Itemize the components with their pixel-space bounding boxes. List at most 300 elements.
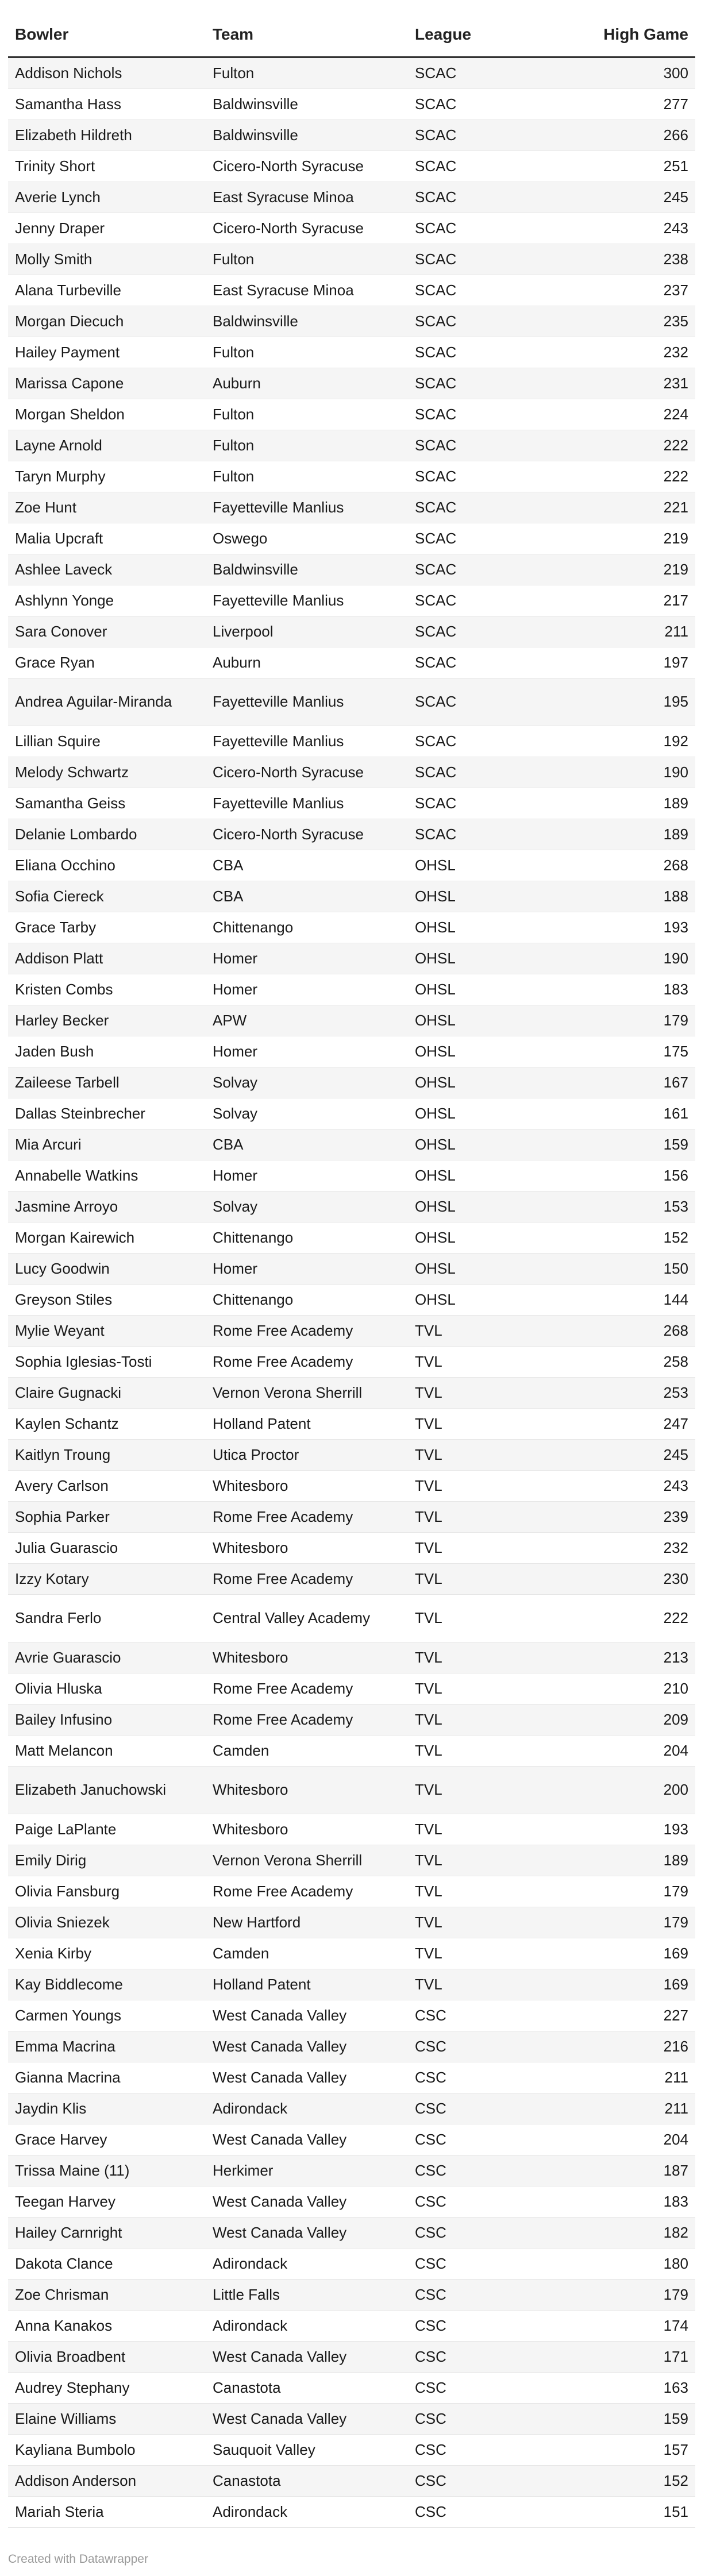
bowler-cell: Mariah Steria <box>8 2497 206 2528</box>
bowler-cell: Julia Guarascio <box>8 1533 206 1564</box>
team-cell: Fayetteville Manlius <box>206 788 408 819</box>
bowler-cell: Elizabeth Hildreth <box>8 120 206 151</box>
league-cell: TVL <box>408 1969 580 2000</box>
table-row <box>8 678 695 726</box>
high-game-cell: 300 <box>580 57 695 89</box>
high-game-cell: 247 <box>580 1409 695 1440</box>
table-row <box>8 151 695 182</box>
team-cell: Camden <box>206 1938 408 1969</box>
league-cell: OHSL <box>408 943 580 974</box>
league-cell: SCAC <box>408 819 580 850</box>
high-game-cell: 169 <box>580 1969 695 2000</box>
bowler-cell: Hailey Payment <box>8 337 206 368</box>
high-game-cell: 157 <box>580 2435 695 2466</box>
league-cell: CSC <box>408 2466 580 2497</box>
bowler-cell: Morgan Diecuch <box>8 306 206 337</box>
bowler-cell: Kay Biddlecome <box>8 1969 206 2000</box>
table-row <box>8 2124 695 2155</box>
league-cell: TVL <box>408 1347 580 1378</box>
league-cell: CSC <box>408 2373 580 2404</box>
high-game-cell: 189 <box>580 788 695 819</box>
league-cell: OHSL <box>408 974 580 1005</box>
bowler-cell: Addison Nichols <box>8 57 206 89</box>
bowler-cell: Sara Conover <box>8 616 206 647</box>
team-cell: Auburn <box>206 368 408 399</box>
bowler-cell: Morgan Sheldon <box>8 399 206 430</box>
bowler-cell: Harley Becker <box>8 1005 206 1036</box>
high-game-cell: 268 <box>580 1316 695 1347</box>
bowler-cell: Zoe Chrisman <box>8 2280 206 2311</box>
table-row <box>8 616 695 647</box>
high-game-cell: 189 <box>580 819 695 850</box>
league-cell: CSC <box>408 2435 580 2466</box>
league-cell: SCAC <box>408 120 580 151</box>
table-row <box>8 399 695 430</box>
league-cell: SCAC <box>408 616 580 647</box>
team-cell: Whitesboro <box>206 1642 408 1673</box>
team-cell: Cicero-North Syracuse <box>206 213 408 244</box>
high-game-cell: 243 <box>580 1471 695 1502</box>
team-cell: Homer <box>206 943 408 974</box>
bowler-cell: Greyson Stiles <box>8 1285 206 1316</box>
high-game-cell: 222 <box>580 430 695 461</box>
table-row <box>8 554 695 585</box>
table-row <box>8 726 695 757</box>
bowler-cell: Hailey Carnright <box>8 2218 206 2249</box>
bowler-cell: Xenia Kirby <box>8 1938 206 1969</box>
team-cell: West Canada Valley <box>206 2404 408 2435</box>
table-row <box>8 89 695 120</box>
league-cell: OHSL <box>408 1036 580 1067</box>
bowler-cell: Alana Turbeville <box>8 275 206 306</box>
table-row <box>8 1316 695 1347</box>
table-row <box>8 585 695 616</box>
high-game-cell: 258 <box>580 1347 695 1378</box>
league-cell: TVL <box>408 1440 580 1471</box>
team-cell: CBA <box>206 1129 408 1160</box>
bowler-cell: Ashlee Laveck <box>8 554 206 585</box>
league-cell: SCAC <box>408 151 580 182</box>
bowler-cell: Olivia Hluska <box>8 1673 206 1705</box>
high-game-cell: 153 <box>580 1191 695 1223</box>
team-cell: Rome Free Academy <box>206 1502 408 1533</box>
bowler-cell: Zoe Hunt <box>8 492 206 523</box>
high-game-cell: 231 <box>580 368 695 399</box>
league-cell: CSC <box>408 2031 580 2062</box>
team-cell: Whitesboro <box>206 1471 408 1502</box>
team-cell: Oswego <box>206 523 408 554</box>
bowler-cell: Bailey Infusino <box>8 1705 206 1736</box>
bowler-cell: Emma Macrina <box>8 2031 206 2062</box>
team-cell: Canastota <box>206 2373 408 2404</box>
bowler-cell: Claire Gugnacki <box>8 1378 206 1409</box>
league-cell: SCAC <box>408 492 580 523</box>
team-cell: Canastota <box>206 2466 408 2497</box>
table-row <box>8 2373 695 2404</box>
bowler-cell: Lillian Squire <box>8 726 206 757</box>
bowler-cell: Matt Melancon <box>8 1736 206 1767</box>
team-cell: West Canada Valley <box>206 2031 408 2062</box>
league-cell: SCAC <box>408 461 580 492</box>
bowler-cell: Carmen Youngs <box>8 2000 206 2031</box>
table-row <box>8 1098 695 1129</box>
table-row <box>8 1067 695 1098</box>
team-cell: APW <box>206 1005 408 1036</box>
high-game-cell: 266 <box>580 120 695 151</box>
high-game-cell: 245 <box>580 1440 695 1471</box>
team-cell: Homer <box>206 974 408 1005</box>
league-cell: TVL <box>408 1502 580 1533</box>
team-cell: Fulton <box>206 337 408 368</box>
high-game-cell: 193 <box>580 1814 695 1845</box>
high-game-cell: 163 <box>580 2373 695 2404</box>
table-row <box>8 1705 695 1736</box>
high-game-cell: 204 <box>580 2124 695 2155</box>
table-row <box>8 2466 695 2497</box>
league-cell: TVL <box>408 1767 580 1814</box>
bowler-cell: Andrea Aguilar-Miranda <box>8 678 206 726</box>
bowler-cell: Molly Smith <box>8 244 206 275</box>
team-cell: Vernon Verona Sherrill <box>206 1378 408 1409</box>
bowler-cell: Lucy Goodwin <box>8 1254 206 1285</box>
bowler-cell: Teegan Harvey <box>8 2186 206 2218</box>
team-cell: Whitesboro <box>206 1533 408 1564</box>
table-row <box>8 461 695 492</box>
team-cell: Little Falls <box>206 2280 408 2311</box>
high-game-cell: 183 <box>580 2186 695 2218</box>
bowler-cell: Taryn Murphy <box>8 461 206 492</box>
high-game-cell: 237 <box>580 275 695 306</box>
high-game-cell: 159 <box>580 2404 695 2435</box>
high-game-cell: 211 <box>580 616 695 647</box>
bowler-cell: Grace Tarby <box>8 912 206 943</box>
table-row <box>8 2186 695 2218</box>
column-header-team[interactable]: Team <box>206 13 408 57</box>
bowler-cell: Averie Lynch <box>8 182 206 213</box>
team-cell: Camden <box>206 1736 408 1767</box>
table-row <box>8 1673 695 1705</box>
team-cell: Holland Patent <box>206 1409 408 1440</box>
league-cell: OHSL <box>408 1285 580 1316</box>
league-cell: SCAC <box>408 585 580 616</box>
high-game-cell: 277 <box>580 89 695 120</box>
table-row <box>8 1814 695 1845</box>
team-cell: Fayetteville Manlius <box>206 492 408 523</box>
bowler-cell: Gianna Macrina <box>8 2062 206 2093</box>
high-game-cell: 227 <box>580 2000 695 2031</box>
bowler-cell: Sofia Ciereck <box>8 881 206 912</box>
table-row <box>8 1938 695 1969</box>
league-cell: SCAC <box>408 678 580 726</box>
bowler-cell: Olivia Broadbent <box>8 2342 206 2373</box>
high-game-cell: 180 <box>580 2249 695 2280</box>
league-cell: CSC <box>408 2311 580 2342</box>
league-cell: SCAC <box>408 275 580 306</box>
high-game-cell: 216 <box>580 2031 695 2062</box>
high-game-cell: 232 <box>580 337 695 368</box>
high-game-cell: 193 <box>580 912 695 943</box>
high-game-cell: 251 <box>580 151 695 182</box>
table-row <box>8 244 695 275</box>
league-cell: SCAC <box>408 757 580 788</box>
team-cell: Baldwinsville <box>206 120 408 151</box>
team-cell: East Syracuse Minoa <box>206 275 408 306</box>
league-cell: SCAC <box>408 788 580 819</box>
league-cell: CSC <box>408 2497 580 2528</box>
table-row <box>8 1285 695 1316</box>
bowler-cell: Dallas Steinbrecher <box>8 1098 206 1129</box>
team-cell: New Hartford <box>206 1907 408 1938</box>
team-cell: Baldwinsville <box>206 554 408 585</box>
league-cell: OHSL <box>408 912 580 943</box>
league-cell: TVL <box>408 1907 580 1938</box>
high-game-cell: 187 <box>580 2155 695 2186</box>
high-game-cell: 179 <box>580 1876 695 1907</box>
team-cell: West Canada Valley <box>206 2062 408 2093</box>
high-game-cell: 245 <box>580 182 695 213</box>
table-header <box>8 13 695 57</box>
table-row <box>8 213 695 244</box>
high-game-cell: 243 <box>580 213 695 244</box>
high-game-cell: 210 <box>580 1673 695 1705</box>
team-cell: West Canada Valley <box>206 2342 408 2373</box>
league-cell: TVL <box>408 1564 580 1595</box>
high-game-cell: 224 <box>580 399 695 430</box>
bowler-cell: Ashlynn Yonge <box>8 585 206 616</box>
team-cell: Rome Free Academy <box>206 1564 408 1595</box>
bowler-cell: Delanie Lombardo <box>8 819 206 850</box>
team-cell: Adirondack <box>206 2311 408 2342</box>
high-game-cell: 230 <box>580 1564 695 1595</box>
bowler-cell: Layne Arnold <box>8 430 206 461</box>
bowler-cell: Jenny Draper <box>8 213 206 244</box>
bowler-cell: Trinity Short <box>8 151 206 182</box>
team-cell: Fulton <box>206 461 408 492</box>
league-cell: SCAC <box>408 554 580 585</box>
league-cell: CSC <box>408 2093 580 2124</box>
table-row <box>8 1036 695 1067</box>
high-game-cell: 268 <box>580 850 695 881</box>
column-header-league[interactable]: League <box>408 13 580 57</box>
table-row <box>8 1191 695 1223</box>
team-cell: Adirondack <box>206 2497 408 2528</box>
table-row <box>8 881 695 912</box>
team-cell: West Canada Valley <box>206 2124 408 2155</box>
column-header-bowler[interactable]: Bowler <box>8 13 206 57</box>
table-row <box>8 850 695 881</box>
bowler-cell: Grace Ryan <box>8 647 206 678</box>
team-cell: Homer <box>206 1160 408 1191</box>
team-cell: West Canada Valley <box>206 2218 408 2249</box>
high-game-cell: 150 <box>580 1254 695 1285</box>
bowler-cell: Avery Carlson <box>8 1471 206 1502</box>
high-game-cell: 144 <box>580 1285 695 1316</box>
bowler-cell: Sophia Parker <box>8 1502 206 1533</box>
bowler-cell: Morgan Kairewich <box>8 1223 206 1254</box>
league-cell: TVL <box>408 1595 580 1642</box>
table-row <box>8 1254 695 1285</box>
team-cell: Homer <box>206 1254 408 1285</box>
high-game-table <box>8 13 695 2528</box>
table-row <box>8 2280 695 2311</box>
table-row <box>8 2062 695 2093</box>
league-cell: CSC <box>408 2249 580 2280</box>
team-cell: Baldwinsville <box>206 306 408 337</box>
team-cell: Adirondack <box>206 2093 408 2124</box>
league-cell: SCAC <box>408 647 580 678</box>
bowler-cell: Olivia Sniezek <box>8 1907 206 1938</box>
team-cell: Fayetteville Manlius <box>206 726 408 757</box>
league-cell: SCAC <box>408 337 580 368</box>
high-game-cell: 152 <box>580 1223 695 1254</box>
league-cell: TVL <box>408 1845 580 1876</box>
team-cell: Homer <box>206 1036 408 1067</box>
table-row <box>8 2435 695 2466</box>
bowler-cell: Samantha Hass <box>8 89 206 120</box>
table-row <box>8 1223 695 1254</box>
team-cell: Adirondack <box>206 2249 408 2280</box>
team-cell: Fulton <box>206 244 408 275</box>
header-row <box>8 13 695 57</box>
league-cell: SCAC <box>408 89 580 120</box>
team-cell: Rome Free Academy <box>206 1876 408 1907</box>
league-cell: TVL <box>408 1533 580 1564</box>
team-cell: Baldwinsville <box>206 89 408 120</box>
bowler-cell: Mylie Weyant <box>8 1316 206 1347</box>
team-cell: Rome Free Academy <box>206 1705 408 1736</box>
bowler-cell: Addison Platt <box>8 943 206 974</box>
team-cell: CBA <box>206 850 408 881</box>
bowler-cell: Avrie Guarascio <box>8 1642 206 1673</box>
team-cell: Utica Proctor <box>206 1440 408 1471</box>
team-cell: Whitesboro <box>206 1767 408 1814</box>
table-row <box>8 1533 695 1564</box>
bowler-cell: Sophia Iglesias-Tosti <box>8 1347 206 1378</box>
team-cell: Solvay <box>206 1098 408 1129</box>
high-game-cell: 222 <box>580 1595 695 1642</box>
team-cell: Solvay <box>206 1067 408 1098</box>
table-row <box>8 2155 695 2186</box>
league-cell: SCAC <box>408 368 580 399</box>
bowler-cell: Addison Anderson <box>8 2466 206 2497</box>
team-cell: Chittenango <box>206 1285 408 1316</box>
table-row <box>8 1160 695 1191</box>
league-cell: TVL <box>408 1471 580 1502</box>
bowler-cell: Elaine Williams <box>8 2404 206 2435</box>
bowler-cell: Jaydin Klis <box>8 2093 206 2124</box>
table-row <box>8 1845 695 1876</box>
league-cell: TVL <box>408 1705 580 1736</box>
team-cell: Chittenango <box>206 1223 408 1254</box>
league-cell: OHSL <box>408 1067 580 1098</box>
table-row <box>8 306 695 337</box>
league-cell: SCAC <box>408 57 580 89</box>
bowler-cell: Kristen Combs <box>8 974 206 1005</box>
bowler-cell: Kayliana Bumbolo <box>8 2435 206 2466</box>
league-cell: SCAC <box>408 306 580 337</box>
team-cell: Cicero-North Syracuse <box>206 757 408 788</box>
high-game-cell: 174 <box>580 2311 695 2342</box>
high-game-cell: 179 <box>580 1005 695 1036</box>
high-game-cell: 179 <box>580 1907 695 1938</box>
team-cell: Rome Free Academy <box>206 1316 408 1347</box>
league-cell: SCAC <box>408 244 580 275</box>
team-cell: Cicero-North Syracuse <box>206 819 408 850</box>
high-game-cell: 169 <box>580 1938 695 1969</box>
team-cell: Fayetteville Manlius <box>206 585 408 616</box>
league-cell: OHSL <box>408 881 580 912</box>
team-cell: West Canada Valley <box>206 2186 408 2218</box>
table-row <box>8 1129 695 1160</box>
table-row <box>8 182 695 213</box>
league-cell: OHSL <box>408 850 580 881</box>
high-game-cell: 213 <box>580 1642 695 1673</box>
high-game-cell: 235 <box>580 306 695 337</box>
league-cell: CSC <box>408 2404 580 2435</box>
league-cell: TVL <box>408 1876 580 1907</box>
team-cell: CBA <box>206 881 408 912</box>
table-row <box>8 2000 695 2031</box>
high-game-cell: 190 <box>580 757 695 788</box>
high-game-cell: 219 <box>580 523 695 554</box>
table-row <box>8 1969 695 2000</box>
table-row <box>8 1440 695 1471</box>
high-game-cell: 219 <box>580 554 695 585</box>
league-cell: OHSL <box>408 1129 580 1160</box>
table-row <box>8 2218 695 2249</box>
league-cell: TVL <box>408 1316 580 1347</box>
table-body <box>8 57 695 2528</box>
bowler-cell: Marissa Capone <box>8 368 206 399</box>
league-cell: TVL <box>408 1378 580 1409</box>
table-row <box>8 1378 695 1409</box>
bowler-cell: Elizabeth Januchowski <box>8 1767 206 1814</box>
table-row <box>8 1564 695 1595</box>
table-row <box>8 974 695 1005</box>
high-game-cell: 204 <box>580 1736 695 1767</box>
table-row <box>8 1736 695 1767</box>
bowler-cell: Kaylen Schantz <box>8 1409 206 1440</box>
league-cell: OHSL <box>408 1005 580 1036</box>
high-game-cell: 171 <box>580 2342 695 2373</box>
table-row <box>8 337 695 368</box>
bowler-cell: Dakota Clance <box>8 2249 206 2280</box>
team-cell: Vernon Verona Sherrill <box>206 1845 408 1876</box>
high-game-cell: 189 <box>580 1845 695 1876</box>
table-row <box>8 1409 695 1440</box>
league-cell: CSC <box>408 2280 580 2311</box>
column-header-high-game[interactable]: High Game <box>580 13 695 57</box>
team-cell: Fayetteville Manlius <box>206 678 408 726</box>
table-row <box>8 275 695 306</box>
table-row <box>8 2497 695 2528</box>
table-row <box>8 2093 695 2124</box>
high-game-cell: 192 <box>580 726 695 757</box>
bowler-cell: Grace Harvey <box>8 2124 206 2155</box>
table-row <box>8 1767 695 1814</box>
team-cell: Solvay <box>206 1191 408 1223</box>
table-row <box>8 1642 695 1673</box>
league-cell: SCAC <box>408 399 580 430</box>
high-game-cell: 238 <box>580 244 695 275</box>
team-cell: Herkimer <box>206 2155 408 2186</box>
bowler-cell: Samantha Geiss <box>8 788 206 819</box>
bowler-cell: Melody Schwartz <box>8 757 206 788</box>
table-row <box>8 647 695 678</box>
high-game-cell: 167 <box>580 1067 695 1098</box>
bowler-cell: Malia Upcraft <box>8 523 206 554</box>
footer-credit: Created with Datawrapper <box>8 2552 148 2566</box>
